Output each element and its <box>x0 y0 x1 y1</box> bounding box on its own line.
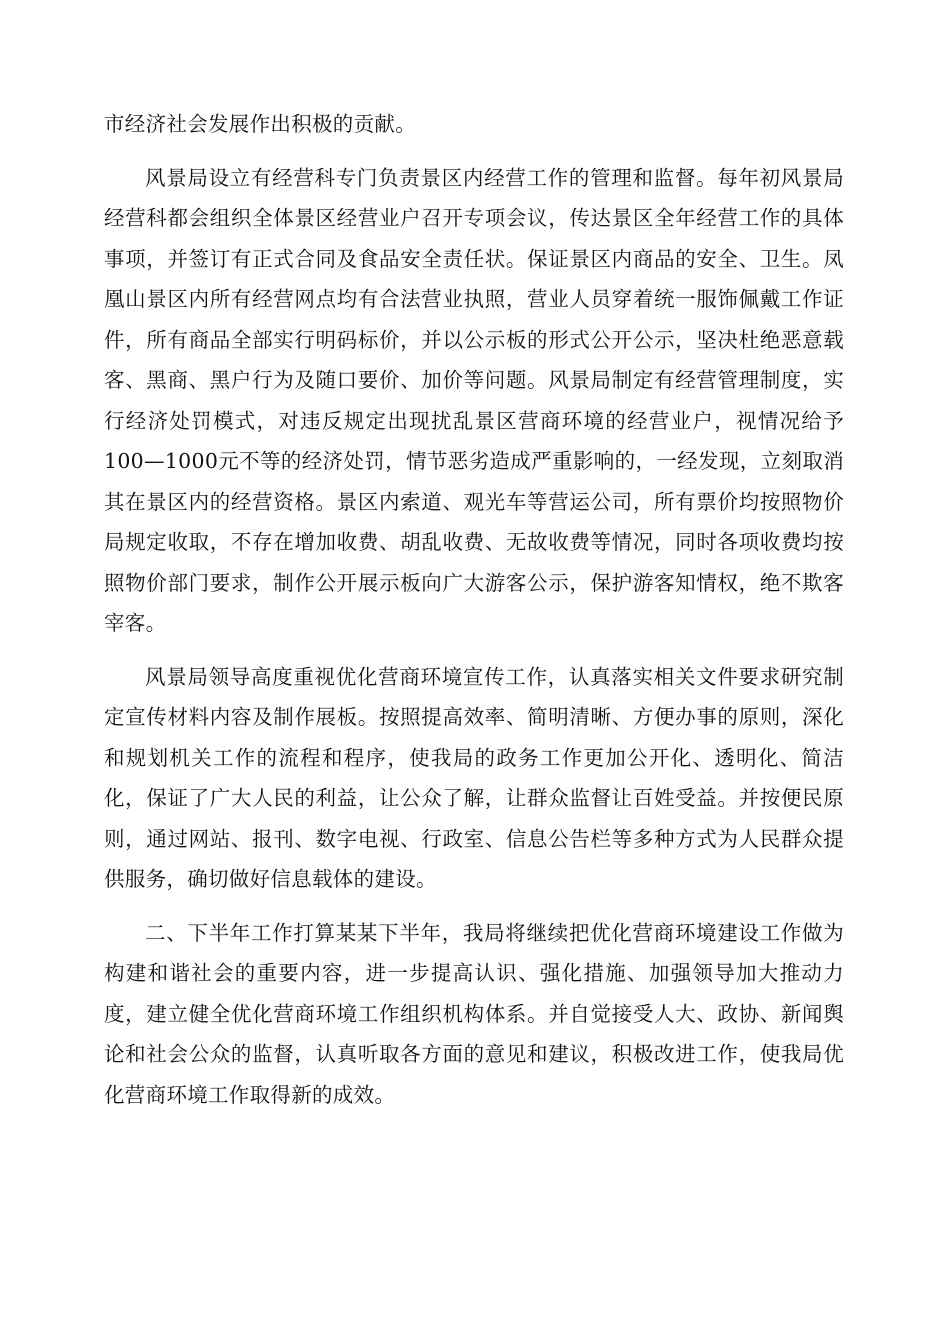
paragraph-business-management: 风景局设立有经营科专门负责景区内经营工作的管理和监督。每年初风景局经营科都会组织全体景区经营业户召开专项会议，传达景区全年经营工作的具体事项，并签订有正式合同及食品安全责任状。保证景区内商品的安全、卫生。凤凰山景区内所有经营网点均有合法营业执照，营业人员穿着统一服饰佩戴工作证件，所有商品全部实行明码标价，并以公示板的形式公开公示，坚决杜绝恶意载客、黑商、黑户行为及随口要价、加价等问题。风景局制定有经营管理制度，实行经济处罚模式，对违反规定出现扰乱景区营商环境的经营业户，视情况给予100—1000元不等的经济处罚，情节恶劣造成严重影响的，一经发现，立刻取消其在景区内的经营资格。景区内索道、观光车等营运公司，所有票价均按照物价局规定收取，不存在增加收费、胡乱收费、无故收费等情况，同时各项收费均按照物价部门要求，制作公开展示板向广大游客公示，保护游客知情权，绝不欺客宰客。 <box>104 165 844 635</box>
document-body <box>104 104 844 1115</box>
paragraph-publicity-work: 风景局领导高度重视优化营商环境宣传工作，认真落实相关文件要求研究制定宣传材料内容及制作展板。按照提高效率、简明清晰、方便办事的原则，深化和规划机关工作的流程和程序，使我局的政务工作更加公开化、透明化、简洁化，保证了广大人民的利益，让公众了解，让群众监督让百姓受益。并按便民原则，通过网站、报刊、数字电视、行政室、信息公告栏等多种方式为人民群众提供服务，确切做好信息载体的建设。 <box>104 664 844 891</box>
paragraph-continuation: 市经济社会发展作出积极的贡献。 <box>104 112 416 136</box>
paragraph-second-half-plan: 二、下半年工作打算某某下半年，我局将继续把优化营商环境建设工作做为构建和谐社会的重要内容，进一步提高认识、强化措施、加强领导加大推动力度，建立健全优化营商环境工作组织机构体系。并自觉接受人大、政协、新闻舆论和社会公众的监督，认真听取各方面的意见和建议，积极改进工作，使我局优化营商环境工作取得新的成效。 <box>104 920 844 1107</box>
